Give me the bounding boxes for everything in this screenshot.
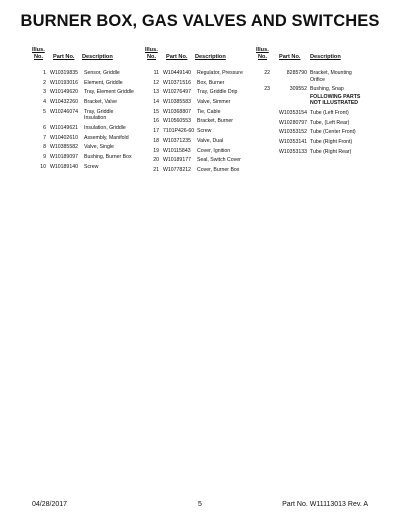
table-row [32,89,148,96]
table-row [145,80,257,87]
illus-no: 18 [153,137,159,144]
description: Insulation, Griddle [84,124,126,131]
illus-no: 11 [153,70,159,76]
part-no: W10149621 [50,124,78,131]
illus-no: 8 [43,144,46,151]
part-no: W10560553 [163,118,191,125]
illus-no: 10 [40,163,46,170]
illus-no: 5 [43,108,46,115]
description: Tube (Right Front) [310,139,353,146]
part-no: W10432260 [50,99,78,106]
parts-column-2 [145,47,257,177]
description: Tube (Center Front) [310,129,356,136]
part-no: W10353154 [279,110,307,117]
illus-no: 1 [43,70,46,76]
description: Bracket, Burner [197,118,234,125]
part-no: W10353133 [279,148,307,155]
part-no: W10189097 [50,154,78,160]
part-no: 309552 [289,86,307,93]
illus-no: 2 [43,79,46,86]
table-row [145,157,257,164]
table-row [145,167,257,174]
illus-no: 9 [43,154,46,160]
not-illustrated-notice: FOLLOWING PARTS NOT ILLUSTRATED [310,93,361,107]
description: Seal, Switch Cover [197,157,241,164]
table-row [256,129,374,136]
part-no: W10319835 [50,70,78,76]
table-row [32,80,148,87]
part-no: W10449140 [163,70,191,76]
description: Element, Griddle [84,79,123,86]
part-no: 8285790 [286,70,307,76]
table-row [256,149,374,156]
table-row [145,118,257,125]
description: Cover, Burner Box [197,166,240,173]
table-row [145,138,257,145]
table-row [32,164,148,171]
illus-no: 21 [153,166,159,173]
part-no: W10189177 [163,157,191,164]
description: Tie, Cable [197,108,221,115]
description: Valve, Single [84,144,114,151]
illus-no: 13 [153,89,159,96]
table-row [32,154,148,161]
header-part-no: Part No. [166,54,188,60]
header-description: Description [82,54,113,60]
header-illus: Illus. [145,47,158,53]
illus-no: 4 [43,99,46,106]
part-no: W10193016 [50,79,78,86]
description: Bushing, Burner Box [84,154,132,160]
description: Regulator, Pressure [197,70,243,76]
column-header [32,47,148,65]
part-no: W10276497 [163,89,191,96]
description: Sensor, Griddle [84,70,120,76]
part-no: W10368807 [163,108,191,115]
illus-no: 12 [153,79,159,86]
part-no: W10402610 [50,134,78,141]
part-no: W10115843 [163,147,191,154]
description: Bracket, Valve [84,99,118,106]
illus-no: 22 [264,70,270,76]
illus-no: 17 [153,128,159,135]
table-row [256,120,374,127]
table-row [32,125,148,132]
description: Tray, Element Griddle [84,89,134,96]
table-row [32,109,148,122]
part-no: W10246074 [50,108,78,115]
part-no: W10149620 [50,89,78,96]
description: Valve, Dual [197,137,224,144]
description: Valve, Simmer [197,99,231,106]
table-row [32,135,148,142]
illus-no: 20 [153,157,159,164]
illus-no: 19 [153,147,159,154]
header-no: No. [258,54,268,60]
table-row [256,110,374,117]
footer-page-number: 5 [198,501,202,508]
part-no: W10189140 [50,163,78,170]
part-no: W10353141 [279,139,307,146]
parts-column-1 [32,47,148,173]
part-no: W10371235 [163,137,191,144]
illus-no: 23 [264,86,270,93]
table-row [32,144,148,151]
illus-no: 15 [153,108,159,115]
header-part-no: Part No. [53,54,75,60]
header-description: Description [195,54,226,60]
table-row [145,70,257,77]
header-no: No. [147,54,157,60]
table-row [256,86,374,93]
description: Tube (Right Rear) [310,148,352,155]
description: Bushing, Snap [310,86,344,93]
part-no: W10280797 [279,119,307,126]
part-no: W10353152 [279,129,307,136]
column-header [145,47,257,65]
header-no: No. [34,54,44,60]
illus-no: 3 [43,89,46,96]
part-no: W10385582 [50,144,78,151]
description: Tube (Left Front) [310,110,349,117]
header-description: Description [310,54,341,60]
table-row [145,109,257,116]
description: Cover, Ignition [197,147,231,154]
part-no: 7101P426-60 [163,128,195,135]
description: Screw [84,163,99,170]
column-header [256,47,374,65]
part-no: W10778212 [163,166,191,173]
description: Tube, (Left Rear) [310,119,350,126]
illus-no: 6 [43,124,46,131]
description: Assembly, Manifold [84,134,129,141]
table-row [145,128,257,135]
header-illus: Illus. [32,47,45,53]
table-row [256,139,374,146]
description: Box, Burner [197,79,225,86]
parts-column-3 [256,47,374,159]
table-row [256,70,374,83]
footer-date: 04/28/2017 [32,501,68,508]
part-no: W10371516 [163,79,191,86]
table-row [145,148,257,155]
footer-part-number: Part No. W11113013 Rev. A [282,501,368,508]
illus-no: 14 [153,99,159,106]
header-part-no: Part No. [279,54,301,60]
table-row [145,89,257,96]
table-row [32,70,148,77]
description: Tray, Griddle Drip [197,89,238,96]
part-no: W10385583 [163,99,191,106]
table-row [32,99,148,106]
description: Bracket, Mounting Orifice [310,70,352,83]
illus-no: 16 [153,118,159,125]
page-title: BURNER BOX, GAS VALVES AND SWITCHES [20,12,380,30]
illus-no: 7 [43,134,46,141]
table-row [145,99,257,106]
description: Screw [197,128,212,135]
header-illus: Illus. [256,47,269,53]
description: Tray, Griddle Insulation [84,108,114,122]
